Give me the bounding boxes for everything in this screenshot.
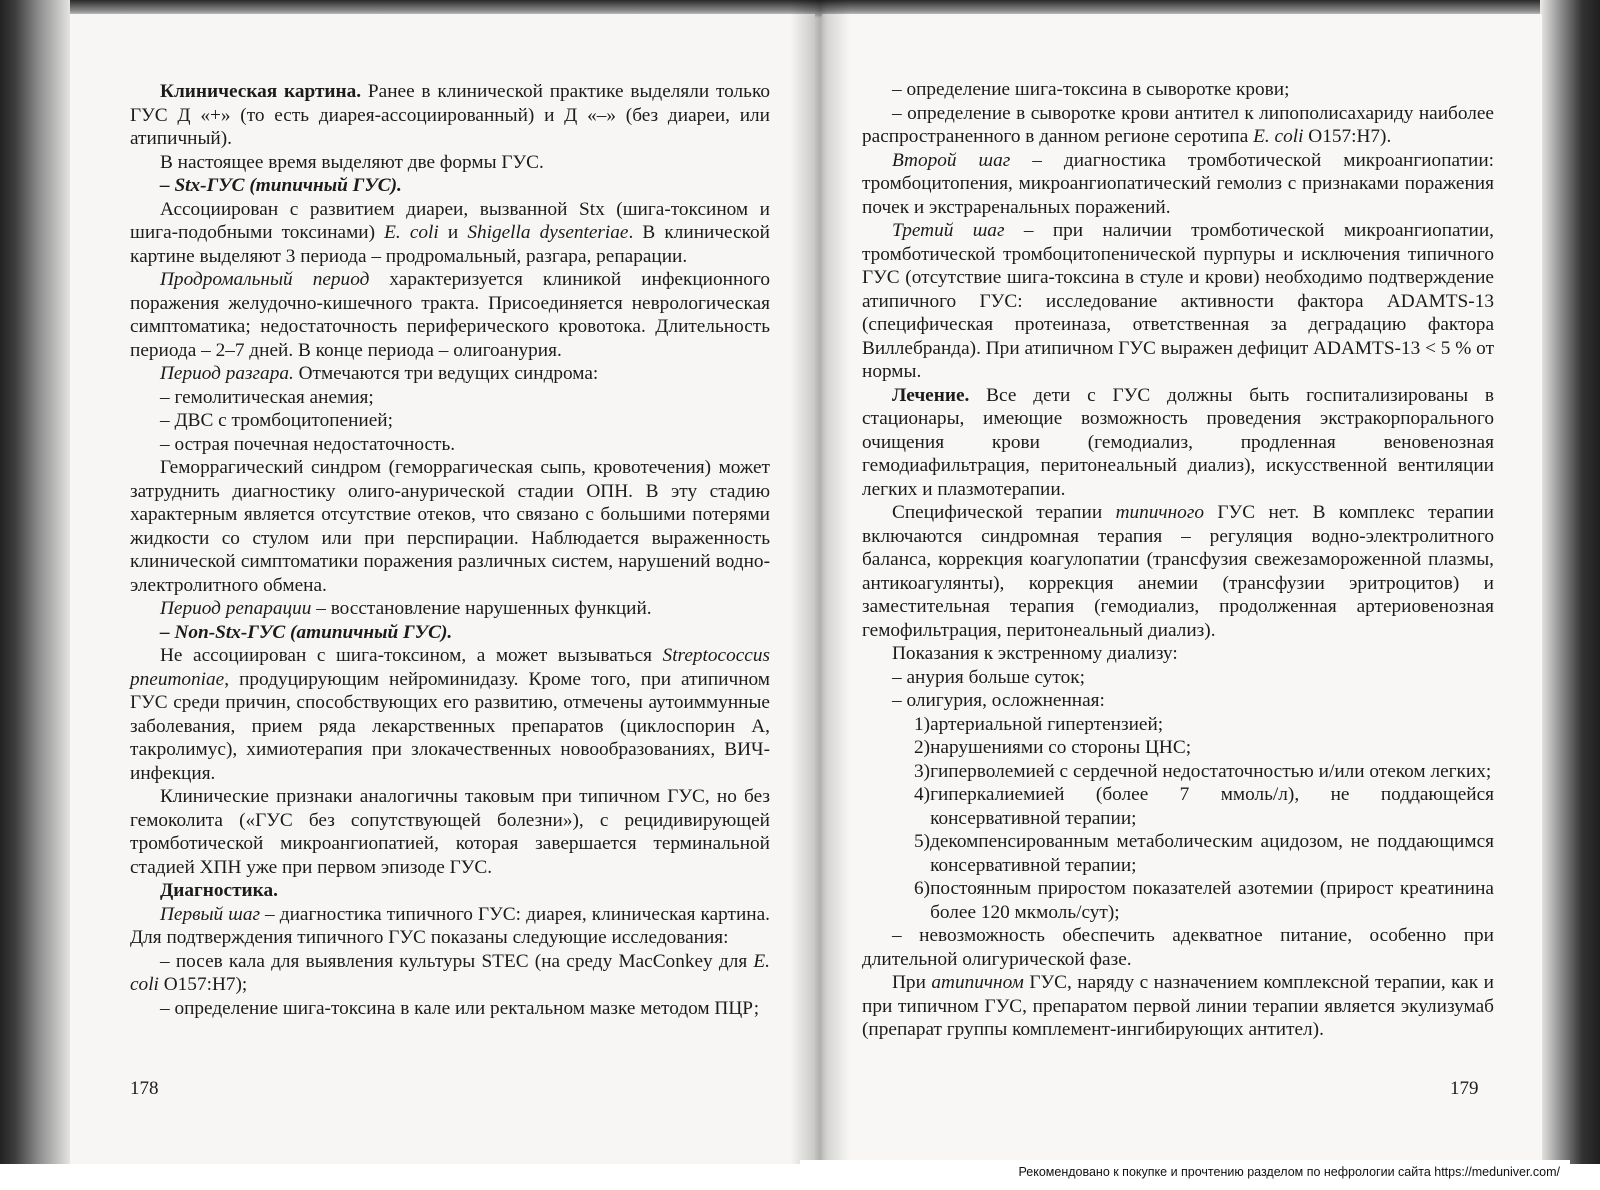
right-page-text	[862, 78, 1494, 1042]
heading-clinical-picture: Клиническая картина.	[160, 81, 362, 102]
paragraph: При атипичном ГУС, наряду с назначением комплексной терапии, как и при типичном ГУС, препаратом первой линии терапии является экулизумаб (препарат группы комплемент-ингибирующих антител).	[862, 972, 1494, 1040]
paragraph: Клинические признаки аналогичны таковым при типичном ГУС, но без гемоколита («ГУС без сопутствующей болезни»), с рецидивирующей тромботической микроангиопатией, которая завершается терминальной стадией ХПН уже при первом эпизоде ГУС.	[130, 786, 770, 878]
list-item: – ДВС с тромбоцитопенией;	[160, 410, 393, 431]
list-item: – определение в сыворотке крови антител к липополисахариду наиболее распространенного в данном регионе серотипа E. coli O157:H7).	[862, 102, 1494, 147]
paragraph: Период репарации – восстановление нарушенных функций.	[160, 598, 652, 619]
page-number-left: 178	[130, 1078, 159, 1099]
list-item: – невозможность обеспечить адекватное питание, особенно при длительной олигурической фазе.	[862, 925, 1494, 970]
list-item: – острая почечная недостаточность.	[160, 433, 456, 455]
list-item: – олигурия, осложненная:	[892, 690, 1105, 711]
paragraph: Ассоциирован с развитием диареи, вызванной Stx (шига-токсином и шига-подобными токсинами) E. coli и Shigella dysenteriae. В клинической картине выделяют 3 периода – продромальный, разгара, репарации.	[130, 198, 770, 267]
paragraph-treatment: Лечение. Все дети с ГУС должны быть госпитализированы в стационары, имеющие возможность проведения экстракорпорального очищения крови (гемодиализ, продленная веновенозная гемодиафильтрация, перитонеальный диализ), искусственной вентиляции легких и плазмотерапии.	[862, 384, 1494, 500]
numbered-item: 6) постоянным приростом показателей азотемии (прирост креатинина более 120 мкмоль/сут);	[914, 878, 1494, 923]
heading-treatment: Лечение.	[892, 384, 970, 406]
list-item: – анурия больше суток;	[892, 666, 1085, 688]
book-left-edge	[0, 0, 70, 1190]
numbered-item: 1) артериальной гипертензией;	[914, 713, 1164, 735]
list-item: – посев кала для выявления культуры STEC (на среду MacConkey для E. coli O157:H7);	[130, 950, 770, 995]
book-gutter	[790, 0, 850, 1170]
numbered-item: 5) декомпенсированным метаболическим ацидозом, не поддающимся консервативной терапии;	[914, 831, 1494, 876]
subheading-non-stx-hus: – Non-Stx-ГУС (атипичный ГУС).	[160, 621, 453, 643]
left-page-text	[130, 80, 770, 1020]
paragraph: Специфической терапии типичного ГУС нет. В комплекс терапии включаются синдромная терапия – регуляция водно-электролитного баланса, коррекция коагулопатии (трансфузия свежезамороженной плазмы, антикоагулянты), коррекция анемии (трансфузии эритроцитов) и заместительная терапия (гемодиализ, продолженная артериовенозная гемофильтрация, перитонеальный диализ).	[862, 502, 1494, 641]
paragraph-clinical-picture: Клиническая картина. Ранее в клинической практике выделяли только ГУС Д «+» (то есть диарея-ассоциированный) и Д «–» (без диареи, или атипичный).	[130, 81, 770, 149]
paragraph: Не ассоциирован с шига-токсином, а может вызываться Streptococcus pneumoniae, продуцирующим нейроминидазу. Кроме того, при атипичном ГУС среди причин, способствующих его развитию, отмечены аутоиммунные заболевания, прием ряда лекарственных препаратов (циклоспорин А, такролимус), химиотерапия при злокачественных новообразованиях, ВИЧ-инфекция.	[130, 645, 770, 784]
paragraph: Геморрагический синдром (геморрагическая сыпь, кровотечения) может затруднить диагностику олиго-анурической стадии ОПН. В эту стадию характерным является отсутствие отеков, что связано с большими потерями жидкости со стулом или при перспирации. Наблюдается выраженность клинической симптоматики поражения различных систем, нарушений водно-электролитного обмена.	[130, 457, 770, 596]
numbered-item: 2) нарушениями со стороны ЦНС;	[914, 737, 1192, 758]
subheading-stx-hus: – Stx-ГУС (типичный ГУС).	[160, 175, 402, 196]
paragraph: В настоящее время выделяют две формы ГУС.	[160, 151, 544, 173]
paragraph: Продромальный период характеризуется клиникой инфекционного поражения желудочно-кишечного тракта. Присоединяется неврологическая симптоматика; недостаточность периферического кровотока. Длительность периода – 2–7 дней. В конце периода – олигоанурия.	[130, 269, 770, 361]
paragraph: Период разгара. Отмечаются три ведущих синдрома:	[160, 363, 599, 384]
numbered-item: 3) гиперволемией с сердечной недостаточностью и/или отеком легких;	[914, 760, 1492, 782]
footer-recommendation: Рекомендовано к покупке и прочтению разделом по нефрологии сайта https://meduniver.com/	[800, 1160, 1570, 1184]
list-item: – определение шига-токсина в сыворотке крови;	[892, 79, 1290, 100]
paragraph: Первый шаг – диагностика типичного ГУС: диарея, клиническая картина. Для подтверждения типичного ГУС показаны следующие исследования:	[130, 903, 770, 948]
paragraph: Третий шаг – при наличии тромботической микроангиопатии, тромботической тромбоцитопенической пурпуры и исключения типичного ГУС (отсутствие шига-токсина в стуле и крови) необходимо подтверждение атипичного ГУС: исследование активности фактора ADAMTS-13 (специфическая протеиназа, ответственная за деградацию фактора Виллебранда). При атипичном ГУС выражен дефицит ADAMTS-13 < 5 % от нормы.	[862, 220, 1494, 382]
list-item: – гемолитическая анемия;	[160, 386, 374, 408]
paragraph: Показания к экстренному диализу:	[892, 643, 1178, 664]
heading-diagnostics: Диагностика.	[160, 880, 278, 901]
paragraph: Второй шаг – диагностика тромботической микроангиопатии: тромбоцитопения, микроангиопатический гемолиз с признаками поражения почек и экстраренальных поражений.	[862, 149, 1494, 218]
numbered-item: 4) гиперкалиемией (более 7 ммоль/л), не поддающейся консервативной терапии;	[914, 784, 1494, 829]
book-right-edge	[1540, 0, 1600, 1190]
page-number-right: 179	[1450, 1078, 1479, 1099]
list-item: – определение шига-токсина в кале или ректальном мазке методом ПЦР;	[160, 997, 760, 1019]
